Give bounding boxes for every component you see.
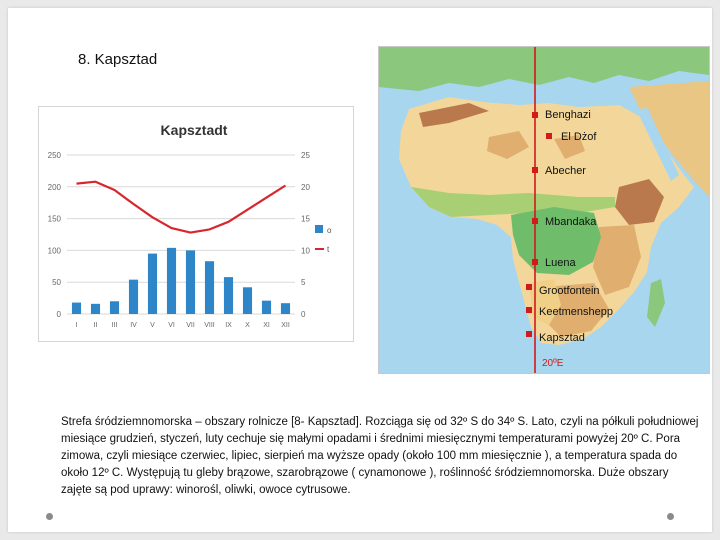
chart-bar [148,254,157,314]
chart-xtick: IX [225,322,232,329]
map-place-marker [532,218,538,224]
chart-ytick-left: 100 [47,246,61,256]
chart-xtick: VIII [204,322,215,329]
chart-ytick-right: 25 [301,151,310,160]
map-place-marker [546,133,552,139]
chart-bar [205,261,214,314]
chart-legend-swatch-bar [315,225,323,233]
chart-bar [262,301,271,314]
chart-ytick-right: 5 [301,278,306,288]
slide-corner-dot-right [667,513,674,520]
chart-ytick-left: 0 [56,310,61,319]
chart-line-temperature [77,182,286,233]
chart-xtick: IV [130,322,137,329]
chart-legend-label-bar: o [327,226,332,235]
slide-title: 8. Kapsztad [78,51,158,68]
chart-ytick-left: 200 [47,182,61,192]
chart-bar [110,301,119,314]
chart-ytick-left: 150 [47,214,61,224]
chart-xtick: I [75,322,78,329]
chart-xtick: XII [281,322,290,329]
map-place-label: El Dżof [561,131,597,143]
chart-title: Kapsztadt [160,122,228,138]
slide [8,8,712,532]
map-place-label: Mbandaka [545,216,597,228]
chart-legend-label-line: t [327,245,330,254]
chart-bar [243,287,252,314]
map-place-label: Keetmenshepp [539,306,613,318]
chart-ytick-left: 50 [52,278,61,288]
climate-chart-svg [39,107,353,341]
map-place-label: Benghazi [545,109,591,121]
map-place-label: Abecher [545,165,586,177]
map-place-label: Kapsztad [539,332,585,344]
chart-xtick: III [111,322,118,329]
chart-xtick: VII [186,322,195,329]
chart-ytick-left: 250 [47,151,61,160]
chart-xtick: X [245,322,250,329]
chart-ytick-right: 15 [301,214,310,224]
africa-map-svg [379,47,709,373]
map-place-marker [532,259,538,265]
chart-xtick: XI [263,322,270,329]
chart-bar [281,303,290,314]
chart-ytick-right: 20 [301,182,310,192]
body-paragraph: Strefa śródziemnomorska – obszary rolnicze [8- Kapsztad]. Rozciąga się od 32º S do 34º S. Lato, czyli na półkuli południowej miesiące grudzień, styczeń, luty cechuje się małymi opadami i średnimi miesięcznymi temperaturami powyżej 20º C. Pora zimowa, czyli miesiące czerwiec, lipiec, sierpień ma wyższe opady (około 100 mm miesięcznie ), a temperatura spada do około 12º C. Występują tu gleby brązowe, szarobrązowe ( cynamonowe ), roślinność śródziemnomorska. Duże obszary zajęte są pod uprawy: winorośl, oliwki, owoce cytrusowe. [61,416,699,496]
map-place-marker [526,307,532,313]
slide-corner-dot-left [46,513,53,520]
chart-ytick-right: 0 [301,310,306,319]
map-meridian-label: 20ºE [542,358,564,369]
map-place-marker [526,284,532,290]
chart-bar [91,304,100,314]
chart-ytick-right: 10 [301,246,310,256]
map-place-marker [532,112,538,118]
chart-xtick: II [93,322,98,329]
map-place-marker [526,331,532,337]
map-place-marker [532,167,538,173]
chart-xtick: VI [168,322,175,329]
chart-bar [224,277,233,314]
chart-bar [129,280,138,314]
africa-map [378,46,710,374]
chart-xtick: V [150,322,155,329]
chart-bar [72,303,81,314]
map-place-label: Luena [545,257,576,269]
map-place-label: Grootfontein [539,285,600,297]
chart-bar [186,250,195,314]
chart-bar [167,248,176,314]
climate-chart [38,106,354,342]
